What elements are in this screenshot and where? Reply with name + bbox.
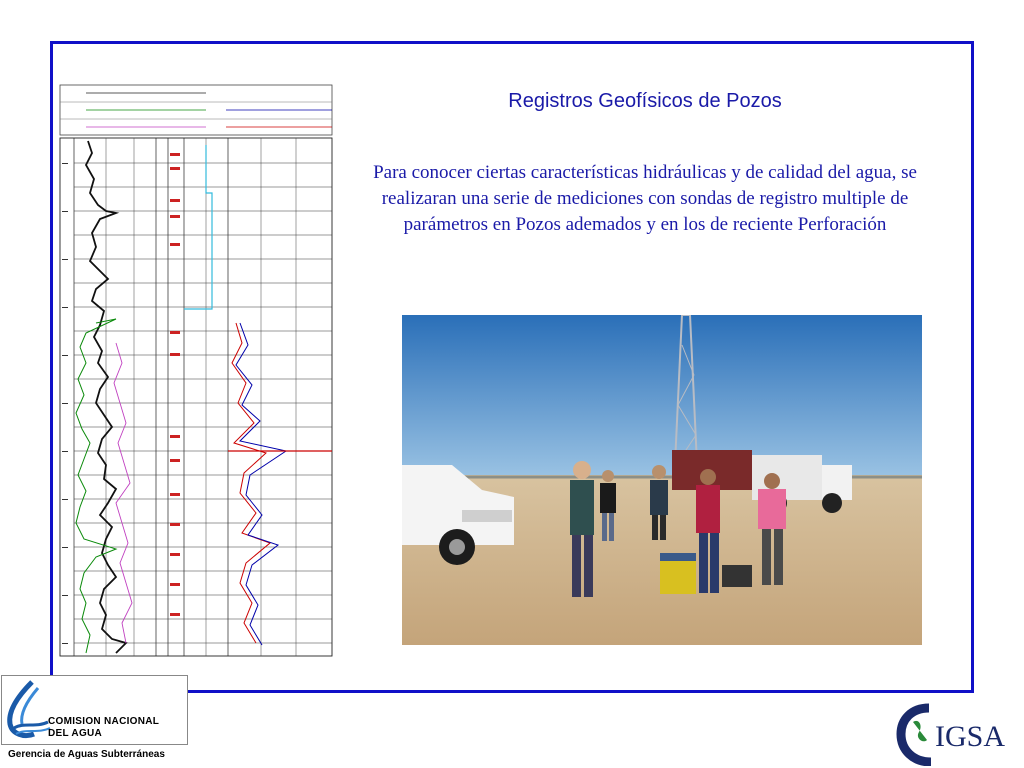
water-drop-logo-icon xyxy=(4,678,54,740)
conagua-name-line2: DEL AGUA xyxy=(48,728,103,739)
slide-body-text: Para conocer ciertas características hidráulicas y de calidad del agua, se realizaran una serie de mediciones con sondas de registro multiple de parámetros en Pozos ademados y en los de reciente Perforación xyxy=(373,162,917,235)
well-log-image xyxy=(56,83,334,658)
igsa-logo xyxy=(893,700,1023,766)
department-name: Gerencia de Aguas Subterráneas xyxy=(8,749,165,760)
conagua-name-line1: COMISION NACIONAL xyxy=(48,716,160,727)
field-photo-image xyxy=(402,315,922,645)
conagua-name xyxy=(48,716,159,740)
igsa-logo-text: IGSA xyxy=(935,720,1006,753)
slide-title: Registros Geofísicos de Pozos xyxy=(508,90,782,112)
